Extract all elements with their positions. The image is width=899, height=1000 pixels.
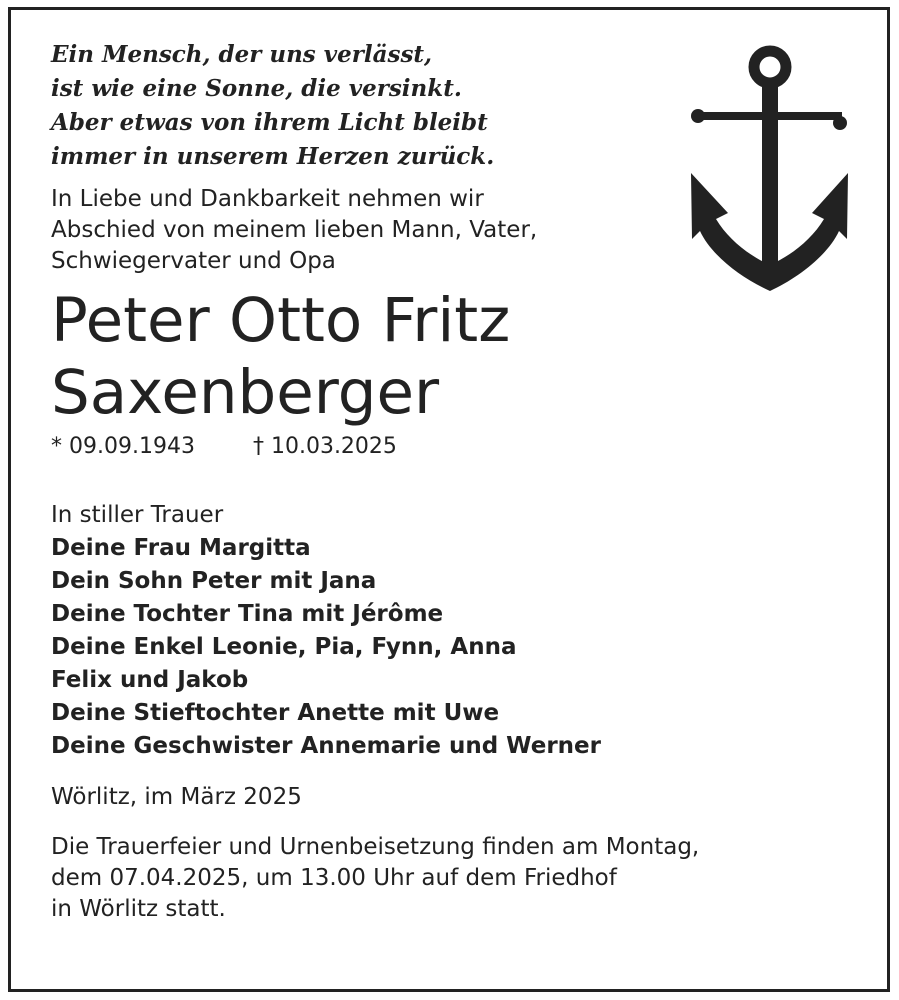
mourner-entry: Dein Sohn Peter mit Jana <box>51 568 377 594</box>
quote-line: ist wie eine Sonne, die versinkt. <box>51 75 462 102</box>
service-line: in Wörlitz statt. <box>51 896 226 922</box>
intro-line: Schwiegervater und Opa <box>51 248 336 274</box>
quote-line: Aber etwas von ihrem Licht bleibt <box>51 109 488 136</box>
mourner-entry: Felix und Jakob <box>51 667 249 693</box>
mourner-entry: Deine Frau Margitta <box>51 535 311 561</box>
quote-line: immer in unserem Herzen zurück. <box>51 143 495 170</box>
mourner-entry: Deine Stieftochter Anette mit Uwe <box>51 700 500 726</box>
mourning-heading: In stiller Trauer <box>51 502 224 528</box>
service-line: dem 07.04.2025, um 13.00 Uhr auf dem Friedhof <box>51 865 617 891</box>
deceased-name-line2: Saxenberger <box>51 357 440 428</box>
deceased-name <box>51 285 867 429</box>
mourners-list <box>51 532 867 763</box>
service-line: Die Trauerfeier und Urnenbeisetzung finden am Montag, <box>51 834 700 860</box>
quote-line: Ein Mensch, der uns verlässt, <box>51 41 433 68</box>
deceased-name-line1: Peter Otto Fritz <box>51 285 511 356</box>
birth-date: * 09.09.1943 <box>51 434 195 459</box>
place-and-date: Wörlitz, im März 2025 <box>51 784 302 810</box>
life-dates <box>51 431 867 463</box>
death-date: † 10.03.2025 <box>252 434 397 459</box>
mourner-entry: Deine Geschwister Annemarie und Werner <box>51 733 601 759</box>
service-info <box>51 832 867 925</box>
mourner-entry: Deine Enkel Leonie, Pia, Fynn, Anna <box>51 634 517 660</box>
anchor-icon <box>686 43 851 293</box>
obituary-notice <box>8 7 890 992</box>
intro-line: In Liebe und Dankbarkeit nehmen wir <box>51 186 484 212</box>
mourner-entry: Deine Tochter Tina mit Jérôme <box>51 601 444 627</box>
intro-line: Abschied von meinem lieben Mann, Vater, <box>51 217 538 243</box>
